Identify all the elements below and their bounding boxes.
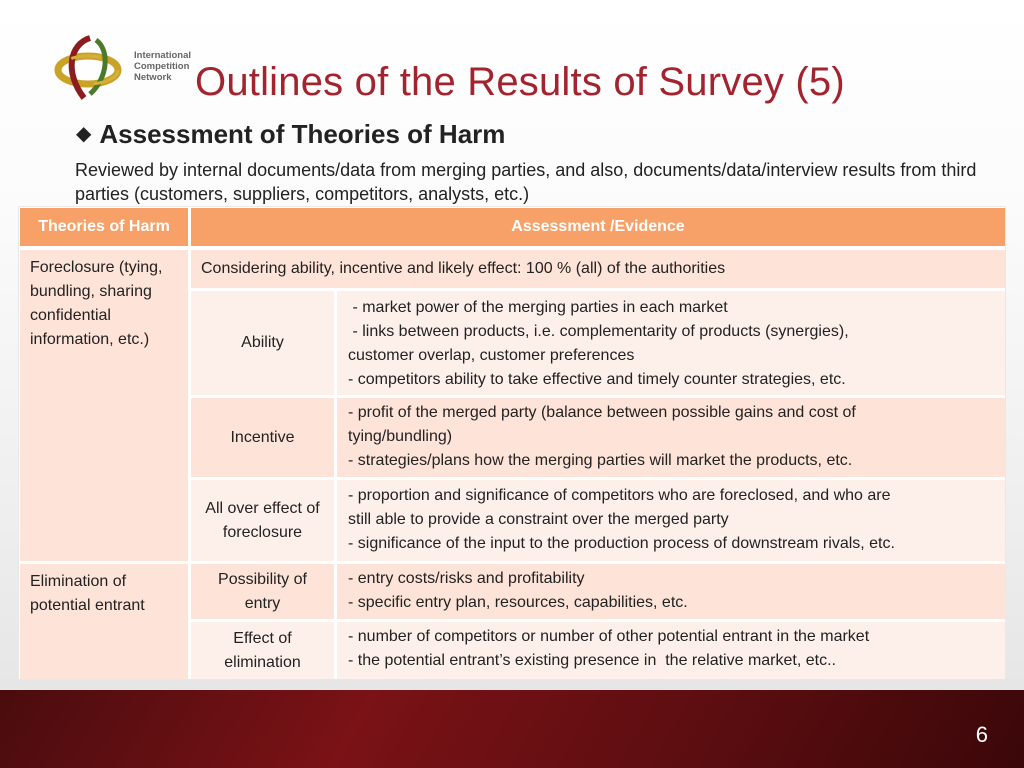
evidence-line: - significance of the input to the production process of downstream rivals, etc. — [348, 535, 895, 552]
logo-line-3: Network — [134, 72, 172, 83]
logo-line-1: International — [134, 50, 192, 61]
factor-possibility-of-entry: Possibility of entry — [191, 564, 334, 619]
evidence-line: - number of competitors or number of other potential entrant in the market — [348, 628, 870, 645]
evidence-line: still able to provide a constraint over the merged party — [348, 511, 729, 528]
header-theories-of-harm: Theories of Harm — [20, 208, 188, 246]
evidence-line: - specific entry plan, resources, capabilities, etc. — [348, 594, 688, 611]
evidence-line: - links between products, i.e. complementarity of products (synergies), — [348, 323, 849, 340]
theories-of-harm-table — [18, 206, 1006, 680]
evidence-effect-of-elimination — [337, 622, 1005, 679]
intro-text: Reviewed by internal documents/data from merging parties, and also, documents/data/interview results from third parties (customers, suppliers, competitors, analysts, etc.) — [75, 160, 977, 204]
evidence-line: - entry costs/risks and profitability — [348, 570, 585, 587]
factor-overall-effect: All over effect of foreclosure — [191, 480, 334, 561]
evidence-possibility-of-entry — [337, 564, 1005, 619]
footer-band — [0, 690, 1024, 768]
slide-title: Outlines of the Results of Survey (5) — [195, 60, 845, 104]
factor-incentive: Incentive — [191, 398, 334, 477]
evidence-incentive — [337, 398, 1005, 477]
section-heading — [76, 119, 505, 150]
evidence-line: - proportion and significance of competitors who are foreclosed, and who are — [348, 487, 891, 504]
theory-elimination: Elimination of potential entrant — [20, 564, 188, 679]
icn-logo-icon — [50, 32, 130, 102]
evidence-line: - strategies/plans how the merging parties will market the products, etc. — [348, 452, 853, 469]
diamond-bullet-icon: ◆ — [76, 123, 92, 145]
page-number: 6 — [975, 722, 988, 747]
section-heading-text: Assessment of Theories of Harm — [99, 119, 506, 149]
header-assessment-evidence: Assessment /Evidence — [191, 208, 1005, 246]
evidence-line: - the potential entrant’s existing presence in the relative market, etc.. — [348, 652, 836, 669]
evidence-overall-effect — [337, 480, 1005, 561]
evidence-line: - market power of the merging parties in each market — [348, 299, 728, 316]
evidence-ability — [337, 291, 1005, 395]
logo-line-2: Competition — [134, 61, 190, 72]
evidence-line: - profit of the merged party (balance between possible gains and cost of — [348, 404, 856, 421]
evidence-line: - competitors ability to take effective and timely counter strategies, etc. — [348, 371, 846, 388]
evidence-line: tying/bundling) — [348, 428, 453, 445]
factor-effect-of-elimination: Effect of elimination — [191, 622, 334, 679]
theory-foreclosure: Foreclosure (tying, bundling, sharing confidential information, etc.) — [20, 250, 188, 561]
factor-ability: Ability — [191, 291, 334, 395]
foreclosure-summary: Considering ability, incentive and likely effect: 100 % (all) of the authorities — [191, 250, 1005, 288]
evidence-line: customer overlap, customer preferences — [348, 347, 635, 364]
